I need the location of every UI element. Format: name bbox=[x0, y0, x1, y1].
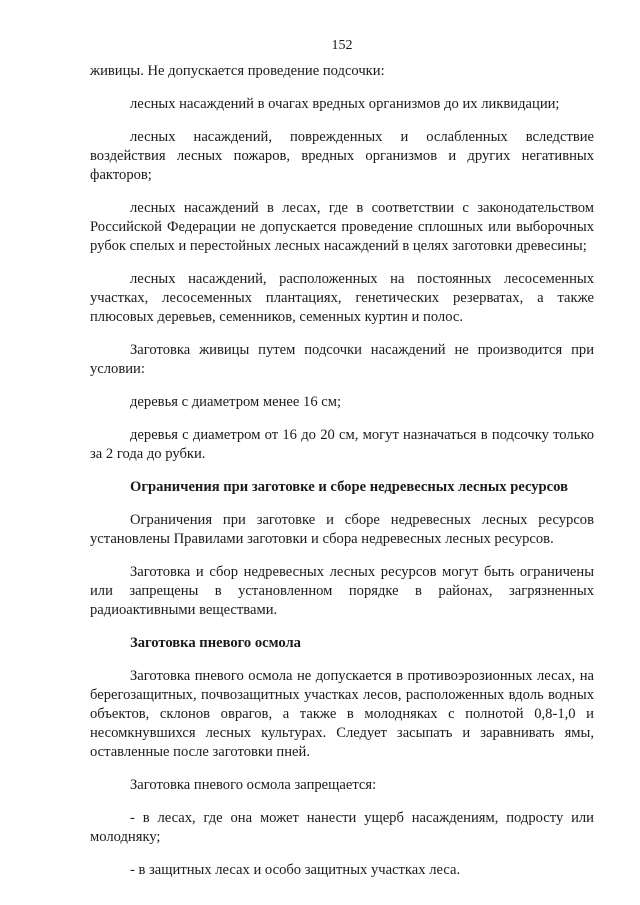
paragraph: Ограничения при заготовке и сборе недревесных лесных ресурсов установлены Правилами заготовки и сбора недревесных лесных ресурсов. bbox=[90, 512, 594, 547]
paragraph: деревья с диаметром от 16 до 20 см, могут назначаться в подсочку только за 2 года до рубки. bbox=[90, 427, 594, 462]
paragraph: лесных насаждений в очагах вредных организмов до их ликвидации; bbox=[130, 96, 560, 112]
paragraph: Заготовка пневого осмола запрещается: bbox=[130, 777, 377, 793]
paragraph: Заготовка пневого осмола не допускается в противоэрозионных лесах, на берегозащитных, почвозащитных участках лесов, расположенных вдоль водных объектов, склонов оврагов, а также в молодняках с полнотой 0,8-1,0 и несомкнувшихся лесных культурах. Следует засыпать и заравнивать ямы, оставленные после заготовки пней. bbox=[90, 668, 594, 760]
paragraph: живицы. Не допускается проведение подсочки: bbox=[90, 63, 385, 79]
section-heading: Ограничения при заготовке и сборе недревесных лесных ресурсов bbox=[130, 479, 568, 495]
paragraph: Заготовка живицы путем подсочки насаждений не производится при условии: bbox=[90, 342, 594, 377]
paragraph: деревья с диаметром менее 16 см; bbox=[130, 394, 342, 410]
list-item: - в защитных лесах и особо защитных участках леса. bbox=[130, 862, 461, 878]
page-number: 152 bbox=[331, 38, 353, 53]
section-heading: Заготовка пневого осмола bbox=[130, 635, 301, 651]
paragraph: лесных насаждений в лесах, где в соответствии с законодательством Российской Федерации не допускается проведение сплошных или выборочных рубок спелых и перестойных лесных насаждений в целях заготовки древесины; bbox=[90, 200, 594, 254]
paragraph: лесных насаждений, расположенных на постоянных лесосеменных участках, лесосеменных плантациях, генетических резерватах, а также плюсовых деревьев, семенников, семенных куртин и полос. bbox=[90, 271, 594, 325]
paragraph: лесных насаждений, поврежденных и ослабленных вследствие воздействия лесных пожаров, вредных организмов и других негативных факторов; bbox=[90, 129, 594, 183]
list-item: - в лесах, где она может нанести ущерб насаждениям, подросту или молодняку; bbox=[90, 810, 594, 845]
paragraph: Заготовка и сбор недревесных лесных ресурсов могут быть ограничены или запрещены в установленном порядке в районах, загрязненных радиоактивными веществами. bbox=[90, 564, 594, 618]
